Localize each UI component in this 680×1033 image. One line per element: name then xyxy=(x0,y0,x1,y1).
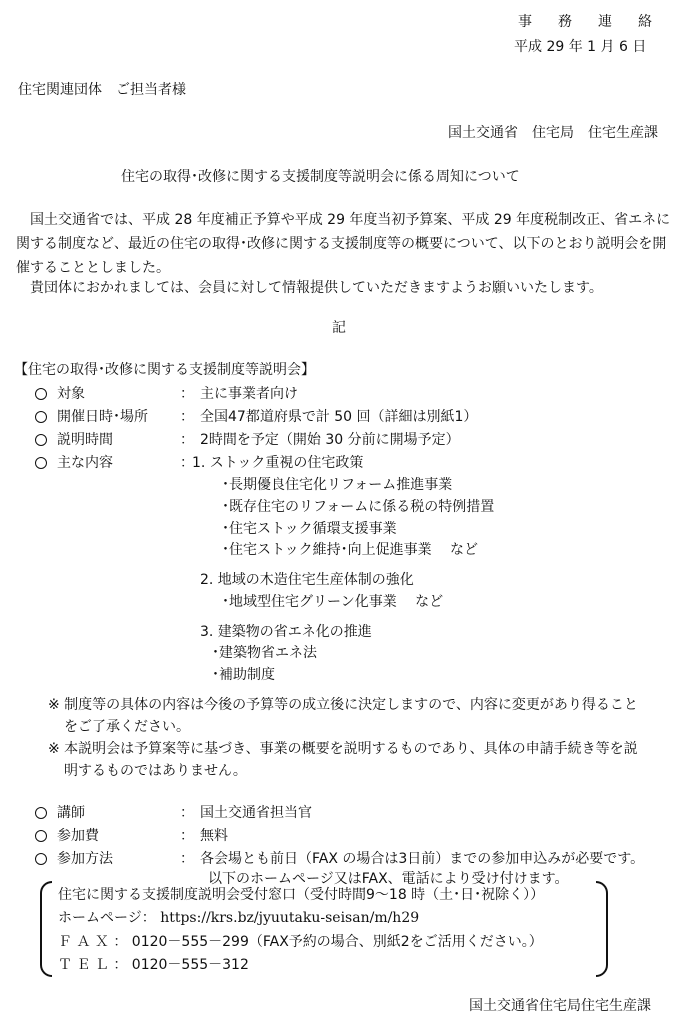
item-value-method: 各会場とも前日（FAX の場合は3日前）までの参加申込みが必要です。 xyxy=(200,851,645,867)
item-label-lecturer: 講師 xyxy=(57,805,85,821)
item-colon: ： xyxy=(180,386,194,402)
section-heading: 【住宅の取得･改修に関する支援制度等説明会】 xyxy=(14,362,315,378)
item-colon: ： xyxy=(180,409,194,425)
content-subitem: ･建築物省エネ法 xyxy=(212,645,317,661)
footer-sender: 国土交通省住宅局住宅生産課 xyxy=(469,998,651,1014)
item-colon: ： xyxy=(180,432,194,448)
content-heading-3: 3. 建築物の省エネ化の推進 xyxy=(200,624,372,640)
circle-bullet-icon xyxy=(35,853,47,865)
circle-bullet-icon xyxy=(35,388,47,400)
item-colon: ： xyxy=(180,828,194,844)
item-value-duration: 2時間を予定（開始 30 分前に開場予定） xyxy=(200,432,460,448)
homepage-label: ホームページ： xyxy=(58,910,156,926)
content-subitem: ･地域型住宅グリーン化事業 など xyxy=(222,594,444,610)
circle-bullet-icon xyxy=(35,411,47,423)
recipient: 住宅関連団体 ご担当者様 xyxy=(18,82,186,98)
circle-bullet-icon xyxy=(35,807,47,819)
body-paragraph-line: 国土交通省では、平成 28 年度補正予算や平成 29 年度当初予算案、平成 29 年度税制改正、省エネに xyxy=(30,212,671,228)
document-date: 平成 29 年 1 月 6 日 xyxy=(514,39,647,55)
item-colon: ： xyxy=(180,455,194,471)
ki-heading: 記 xyxy=(332,320,346,336)
content-heading-2: 2. 地域の木造住宅生産体制の強化 xyxy=(200,572,414,588)
item-label-fee: 参加費 xyxy=(57,828,99,844)
item-label-target: 対象 xyxy=(57,386,85,402)
content-subitem: ･既存住宅のリフォームに係る税の特例措置 xyxy=(222,499,495,515)
left-bracket xyxy=(40,881,52,977)
body-paragraph-line: 貴団体におかれましては、会員に対して情報提供していただきますようお願いいたします。 xyxy=(30,280,603,296)
contact-fax: Ｆ Ａ Ｘ ： 0120－555－299（FAX予約の場合、別紙2をご活用ください。） xyxy=(58,934,543,950)
note-line: をご了承ください。 xyxy=(64,719,190,735)
item-colon: ： xyxy=(180,851,194,867)
content-subitem: ･補助制度 xyxy=(212,667,275,683)
document-type: 事 務 連 絡 xyxy=(518,14,658,30)
right-bracket xyxy=(596,881,608,977)
item-label-duration: 説明時間 xyxy=(57,432,113,448)
contact-tel: Ｔ Ｅ Ｌ ： 0120－555－312 xyxy=(58,957,249,973)
body-paragraph-line: 関する制度など、最近の住宅の取得･改修に関する支援制度等の概要について、以下のとおり説明会を開 xyxy=(16,236,667,252)
homepage-link[interactable]: https://krs.bz/jyuutaku-seisan/m/h29 xyxy=(160,910,420,926)
circle-bullet-icon xyxy=(35,434,47,446)
item-value-datetime: 全国47都道府県で計 50 回（詳細は別紙1） xyxy=(200,409,478,425)
item-colon: ： xyxy=(180,805,194,821)
note-line: ※ 本説明会は予算案等に基づき、事業の概要を説明するものであり、具体の申請手続き等を説 xyxy=(48,741,638,757)
content-subitem: ･住宅ストック維持･向上促進事業 など xyxy=(222,542,479,558)
content-subitem: ･住宅ストック循環支援事業 xyxy=(222,521,397,537)
item-label-content: 主な内容 xyxy=(57,455,113,471)
content-heading-1: 1. ストック重視の住宅政策 xyxy=(192,455,364,471)
item-value-lecturer: 国土交通省担当官 xyxy=(200,805,312,821)
note-line: ※ 制度等の具体の内容は今後の予算等の成立後に決定しますので、内容に変更があり得ること xyxy=(48,697,638,713)
item-value-fee: 無料 xyxy=(200,828,228,844)
content-subitem: ･長期優良住宅化リフォーム推進事業 xyxy=(222,477,453,493)
sender: 国土交通省 住宅局 住宅生産課 xyxy=(448,125,658,141)
contact-homepage xyxy=(58,908,419,928)
body-paragraph-line: 催することとしました。 xyxy=(16,260,170,276)
method-subnote: 以下のホームページ又はFAX、電話により受け付けます。 xyxy=(208,871,569,887)
item-label-datetime: 開催日時･場所 xyxy=(57,409,148,425)
document-title: 住宅の取得･改修に関する支援制度等説明会に係る周知について xyxy=(121,169,520,185)
contact-box xyxy=(40,881,608,977)
circle-bullet-icon xyxy=(35,830,47,842)
circle-bullet-icon xyxy=(35,457,47,469)
item-label-method: 参加方法 xyxy=(57,851,113,867)
note-line: 明するものではありません。 xyxy=(64,763,247,779)
contact-window-title: 住宅に関する支援制度説明会受付窓口（受付時間9～18 時（土･日･祝除く）） xyxy=(58,887,545,903)
item-value-target: 主に事業者向け xyxy=(200,386,298,402)
